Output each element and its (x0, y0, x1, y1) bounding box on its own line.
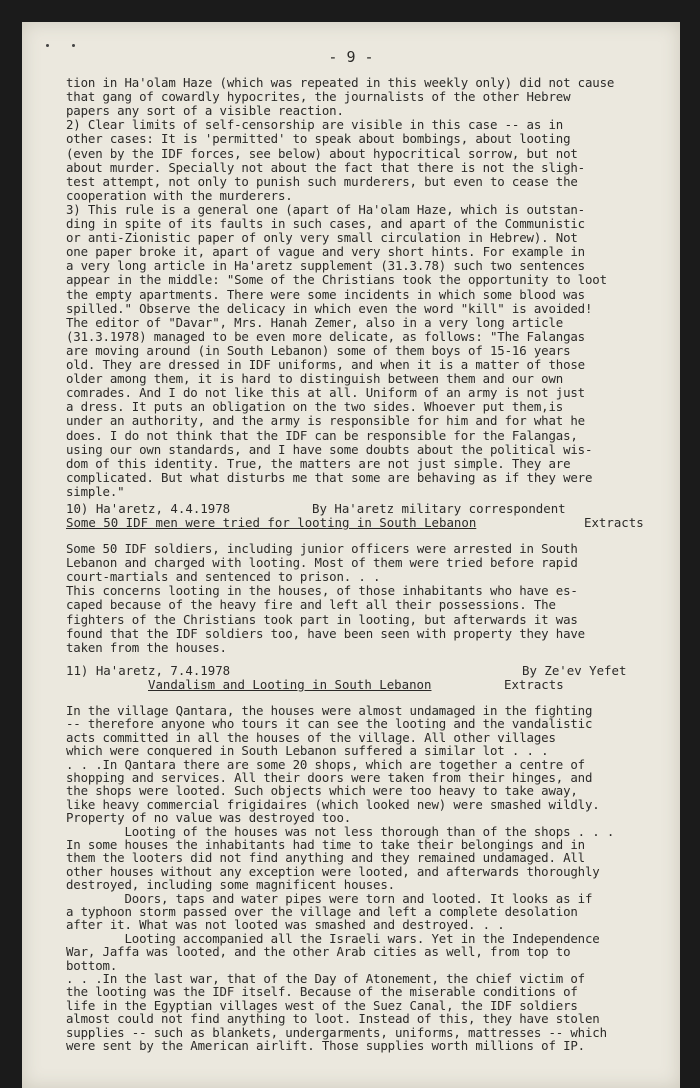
text-line: caped because of the heavy fire and left all their possessions. The (66, 597, 556, 613)
text-line: In some houses the inhabitants had time to take their belongings and in (66, 837, 585, 852)
item-10-source: 10) Ha'aretz, 4.4.1978 (66, 501, 231, 516)
item-11-source: 11) Ha'aretz, 7.4.1978 (66, 663, 231, 678)
text-line: a dress. It puts an obligation on the two sides. Whoever put them,is (66, 399, 564, 415)
text-line: which were conquered in South Lebanon suffered a similar lot . . . (66, 743, 549, 759)
text-line: papers any sort of a visible reaction. (66, 103, 344, 119)
text-line: life in the Egyptian villages west of the Suez Canal, the IDF soldiers (66, 997, 578, 1013)
item-11-byline: By Ze'ev Yefet (522, 663, 627, 678)
text-line: 2) Clear limits of self-censorship are visible in this case -- as in (66, 117, 564, 133)
corner-mark (46, 44, 49, 47)
corner-mark (72, 44, 75, 47)
text-line: them the looters did not find anything and they remained undamaged. All (66, 850, 585, 866)
text-line: the looting was the IDF itself. Because of the miserable conditions of (66, 984, 578, 1000)
text-line: one paper broke it, apart of vague and very short hints. For example in (66, 244, 585, 260)
text-line: a very long article in Ha'aretz supplement (31.3.78) such two sentences (66, 258, 585, 274)
text-line: (31.3.1978) managed to be even more delicate, as follows: "The Falangas (66, 328, 585, 344)
text-line: dom of this identity. True, the matters are not just simple. They are (66, 455, 571, 471)
text-line: comrades. And I do not like this at all. Uniform of an army is not just (66, 385, 585, 401)
text-line: supplies -- such as blankets, undergarments, uniforms, mattresses -- which (66, 1024, 607, 1040)
text-line: (even by the IDF forces, see below) about hypocritical sorrow, but not (66, 145, 578, 161)
text-line: court-martials and sentenced to prison. . . (66, 569, 381, 585)
text-line: appear in the middle: "Some of the Christians took the opportunity to loot (66, 272, 607, 288)
text-line: like heavy commercial frigidaires (which looked new) were smashed wildly. (66, 796, 600, 812)
text-line: almost could not find anything to loot. Instead of this, they have stolen (66, 1011, 600, 1027)
text-line: a typhoon storm passed over the village and left a complete desolation (66, 904, 578, 919)
text-line: complicated. But what disturbs me that some are behaving as if they were (66, 469, 593, 485)
text-line: that gang of cowardly hypocrites, the journalists of the other Hebrew (66, 89, 571, 105)
text-line: 3) This rule is a general one (apart of Ha'olam Haze, which is outstan- (66, 201, 585, 217)
text-line: Looting of the houses was not less thorough than of the shops . . . (66, 823, 615, 839)
text-line: spilled." Observe the delicacy in which even the word "kill" is avoided! (66, 300, 593, 316)
text-line: This concerns looting in the houses, of those inhabitants who have es- (66, 583, 578, 599)
text-line: Lebanon and charged with looting. Most of them were tried before rapid (66, 555, 578, 571)
text-line: or anti-Zionistic paper of only very small circulation in Hebrew). Not (66, 230, 578, 246)
text-line: Looting accompanied all the Israeli wars. Yet in the Independence (66, 930, 600, 946)
text-line: The editor of "Davar", Mrs. Hanah Zemer, also in a very long article (66, 314, 564, 330)
text-line: tion in Ha'olam Haze (which was repeated in this weekly only) did not cause (66, 75, 615, 90)
text-line: Doors, taps and water pipes were torn and looted. It looks as if (66, 890, 593, 906)
text-line: . . .In Qantara there are some 20 shops, which are together a centre of (66, 756, 585, 772)
text-line: using our own standards, and I have some doubts about the political wis- (66, 441, 593, 457)
text-line: destroyed, including some magnificent houses. (66, 877, 395, 893)
text-line: shopping and services. All their doors were taken from their hinges, and (66, 770, 593, 785)
page-number: - 9 - (328, 48, 374, 66)
text-line: bottom. (66, 957, 118, 973)
text-line: taken from the houses. (66, 639, 227, 655)
item-10-byline: By Ha'aretz military correspondent (312, 501, 566, 516)
text-line: found that the IDF soldiers too, have been seen with property they have (66, 625, 585, 641)
text-line: about murder. Specially not about the fact that there is not the sligh- (66, 159, 585, 175)
text-line: after it. What was not looted was smashed and destroyed. . . (66, 917, 505, 933)
text-line: old. They are dressed in IDF uniforms, and when it is a matter of those (66, 357, 585, 372)
text-line: were sent by the American airlift. Those supplies worth millions of IP. (66, 1038, 585, 1053)
text-line: under an authority, and the army is responsible for him and for what he (66, 413, 585, 429)
item-10-title: Some 50 IDF men were tried for looting in South Lebanon (66, 515, 477, 530)
text-line: test attempt, not only to punish such murderers, but even to cease the (66, 173, 578, 189)
text-line: older among them, it is hard to distinguish between them and our own (66, 371, 564, 387)
text-line: In the village Qantara, the houses were almost undamaged in the fighting (66, 703, 593, 718)
text-line: ding in spite of its faults in such cases, and apart of the Communistic (66, 216, 585, 231)
text-line: other houses without any exception were looted, and afterwards thoroughly (66, 863, 600, 879)
text-line: other cases: It is 'permitted' to speak about bombings, about looting (66, 131, 571, 147)
text-line: . . .In the last war, that of the Day of Atonement, the chief victim of (66, 971, 585, 986)
text-line: fighters of the Christians took part in looting, but afterwards it was (66, 611, 578, 627)
text-line: acts committed in all the houses of the village. All other villages (66, 729, 556, 745)
text-line: Property of no value was destroyed too. (66, 810, 352, 826)
text-line: the shops were looted. Such objects which were too heavy to take away, (66, 783, 578, 799)
text-line: are moving around (in South Lebanon) some of them boys of 15-16 years (66, 342, 571, 358)
text-line: the empty apartments. There were some incidents in which some blood was (66, 286, 585, 302)
item-10-tag: Extracts (584, 515, 644, 530)
text-line: War, Jaffa was looted, and the other Arab cities as well, from top to (66, 944, 571, 960)
text-line: cooperation with the murderers. (66, 187, 293, 203)
typewritten-page (22, 22, 680, 1088)
item-11-tag: Extracts (504, 677, 564, 692)
text-line: -- therefore anyone who tours it can see the looting and the vandalistic (66, 716, 593, 732)
text-line: does. I do not think that the IDF can be responsible for the Falangas, (66, 427, 578, 443)
text-line: Some 50 IDF soldiers, including junior officers were arrested in South (66, 541, 578, 556)
item-11-title: Vandalism and Looting in South Lebanon (148, 677, 432, 692)
text-line: simple." (66, 483, 125, 499)
